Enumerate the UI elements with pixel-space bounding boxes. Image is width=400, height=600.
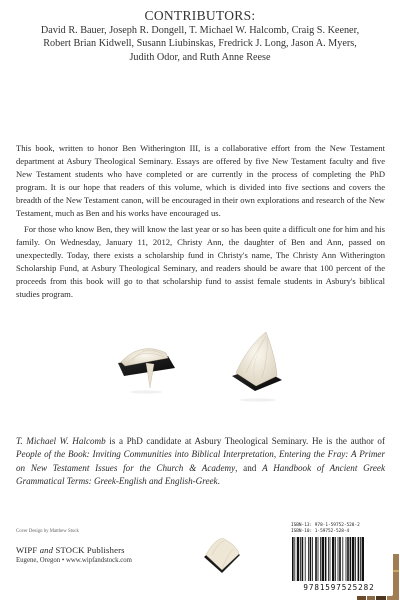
contributors-heading: CONTRIBUTORS: <box>144 8 256 23</box>
isbn-13: ISBN-13: 978-1-59752-528-2 <box>291 523 360 528</box>
contributors-line: David R. Bauer, Joseph R. Dongell, T. Michael W. Halcomb, Craig S. Keener, <box>40 25 360 36</box>
cover-design-credit: Cover Design by Matthew Stock <box>16 529 79 534</box>
publisher-address: Eugene, Oregon • www.wipfandstock.com <box>16 557 132 564</box>
flying-book-left <box>118 349 175 388</box>
publisher-name-part: WIPF <box>16 545 40 555</box>
contributors-section <box>0 8 400 64</box>
contributors-line: Judith Odor, and Ruth Anne Reese <box>129 51 271 63</box>
description-paragraph: For those who know Ben, they will know the last year or so has been quite a difficult one for him and his family. On Wednesday, January 11, 2012, Christy Ann, the daughter of Ben and Ann, passed on unexpectedly. Today, there exists a scholarship fund in Christy's name, The Christy Ann Witherington Scholarship Fund, at Asbury Theological Seminary, and readers should be aware that 100 percent of the proceeds from this book will go to that scholarship fund to assist female students in Asbury's biblical studies program. <box>16 224 385 299</box>
bio-text: , and <box>235 462 263 473</box>
bio-text: is a PhD candidate at Asbury Theological Seminary. He is the author of <box>105 436 386 446</box>
bio-text: . <box>217 475 220 486</box>
flying-book-right <box>232 332 282 391</box>
barcode-number: 9781597525282 <box>303 583 375 592</box>
book-description <box>16 142 385 301</box>
author-bio <box>16 435 385 488</box>
falling-book-illustration <box>198 533 246 577</box>
contributors-line: Robert Brian Kidwell, Susann Liubinskas, Fredrick J. Long, Jason A. Myers, <box>43 38 357 50</box>
publisher-name-part: STOCK Publishers <box>53 545 125 555</box>
barcode-box <box>285 520 393 596</box>
author-name: T. Michael W. Halcomb <box>16 436 106 446</box>
book-title: People of the Book: Inviting Communities into Biblical Interpretation <box>16 449 274 460</box>
book-title: Entering the Fray: A Primer on New Testament Issues for the Church & Academy <box>16 449 385 473</box>
book-title: A Handbook of Ancient Greek Grammatical Terms: Greek-English and English-Greek <box>16 462 386 486</box>
barcode <box>291 537 387 583</box>
publisher-name <box>16 545 125 555</box>
isbn-10: ISBN-10: 1-59752-528-4 <box>291 529 350 534</box>
bio-text: , <box>273 449 279 460</box>
publisher-name-part: and <box>39 545 54 555</box>
description-paragraph: This book, written to honor Ben Witherington III, is a collaborative effort from the New Testament department at Asbury Theological Seminary. Essays are offered by five New Testament faculty and five New Testament students who have completed or are currently in the process of completing the PhD program. It is our hope that readers of this volume, which is divided into five sections and covers the breadth of the New Testament canon, will be encouraged in their own explorations and research of the New Testament, much as Ben and his works have encouraged us. <box>16 143 385 218</box>
flying-books-illustration <box>0 318 400 438</box>
